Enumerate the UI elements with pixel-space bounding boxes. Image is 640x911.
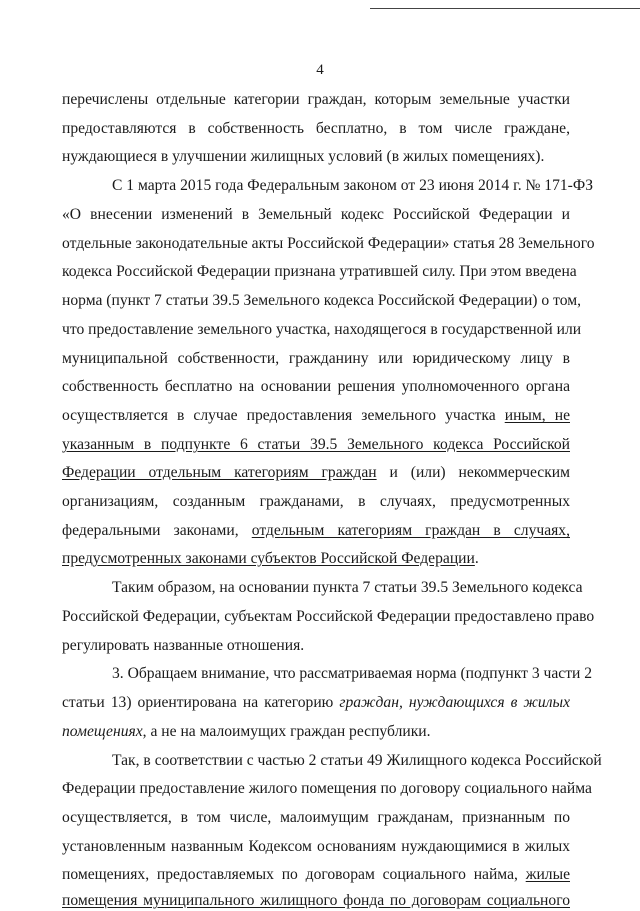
- italic-text: граждан, нуждающихся в жилых: [339, 694, 570, 711]
- text-line: муниципальной собственности, гражданину или юридическому лицу в: [62, 350, 570, 367]
- text-line: [62, 865, 570, 885]
- text-plain: осуществляется в случае предоставления земельного участка: [62, 407, 505, 424]
- text-line: С 1 марта 2015 года Федеральным законом от 23 июня 2014 г. № 171-ФЗ: [112, 177, 594, 194]
- text-line: организациям, созданным гражданами, в случаях, предусмотренных: [62, 493, 570, 510]
- text-line: регулировать названные отношения.: [62, 637, 305, 654]
- text-line: [62, 435, 570, 455]
- text-plain: .: [474, 550, 479, 567]
- text-line: отдельные законодательные акты Российской Федерации» статья 28 Земельного: [62, 235, 595, 252]
- italic-text: помещениях: [62, 723, 143, 740]
- text-line: осуществляется, в том числе, малоимущим гражданам, признанным по: [62, 809, 570, 826]
- underlined-text: жилые: [525, 866, 570, 883]
- text-line: Федерации предоставление жилого помещения по договору социального найма: [62, 780, 592, 797]
- underlined-text: Федерации отдельным категориям граждан: [62, 464, 377, 481]
- underlined-text: отдельным категориям граждан в случаях,: [251, 522, 570, 539]
- text-line: [62, 693, 570, 713]
- underlined-text: указанным в подпункте 6 статьи 39.5 Земельного кодекса Российской: [62, 436, 570, 453]
- text-line: норма (пункт 7 статьи 39.5 Земельного кодекса Российской Федерации) о том,: [62, 292, 581, 309]
- text-plain: федеральными законами,: [62, 522, 252, 539]
- underlined-text: помещения муниципального жилищного фонда по договорам социального: [62, 892, 570, 909]
- text-plain: , а не на малоимущих граждан республики.: [142, 723, 431, 740]
- text-line: [62, 521, 570, 541]
- text-line: установленным названным Кодексом основаниям нуждающимися в жилых: [62, 838, 570, 855]
- text-line: [62, 549, 570, 569]
- underlined-text: иным, не: [504, 407, 570, 424]
- text-line: Российской Федерации, субъектам Российской Федерации предоставлено право: [62, 608, 595, 625]
- text-line: кодекса Российской Федерации признана утратившей силу. При этом введена: [62, 263, 577, 280]
- top-rule: [370, 8, 640, 9]
- text-line: [62, 891, 570, 911]
- text-line: «О внесении изменений в Земельный кодекс Российской Федерации и: [62, 206, 570, 223]
- page-number: 4: [316, 62, 324, 78]
- text-line: 3. Обращаем внимание, что рассматриваемая норма (подпункт 3 части 2: [112, 665, 593, 682]
- text-plain: статьи 13) ориентирована на категорию: [62, 694, 340, 711]
- text-plain: помещениях, предоставляемых по договорам социального найма,: [62, 866, 526, 883]
- text-line: [62, 406, 570, 426]
- text-line: перечислены отдельные категории граждан, которым земельные участки: [62, 91, 570, 108]
- text-line: нуждающиеся в улучшении жилищных условий (в жилых помещениях).: [62, 148, 545, 165]
- text-line: [62, 722, 570, 742]
- text-line: предоставляются в собственность бесплатно, в том числе граждане,: [62, 120, 570, 137]
- text-plain: и (или) некоммерческим: [376, 464, 570, 481]
- text-line: собственность бесплатно на основании решения уполномоченного органа: [62, 378, 570, 395]
- text-line: Так, в соответствии с частью 2 статьи 49 Жилищного кодекса Российской: [112, 752, 602, 769]
- text-line: [62, 463, 570, 483]
- text-line: Таким образом, на основании пункта 7 статьи 39.5 Земельного кодекса: [112, 579, 583, 596]
- underlined-text: предусмотренных законами субъектов Российской Федерации: [62, 550, 475, 567]
- text-line: что предоставление земельного участка, находящегося в государственной или: [62, 321, 582, 338]
